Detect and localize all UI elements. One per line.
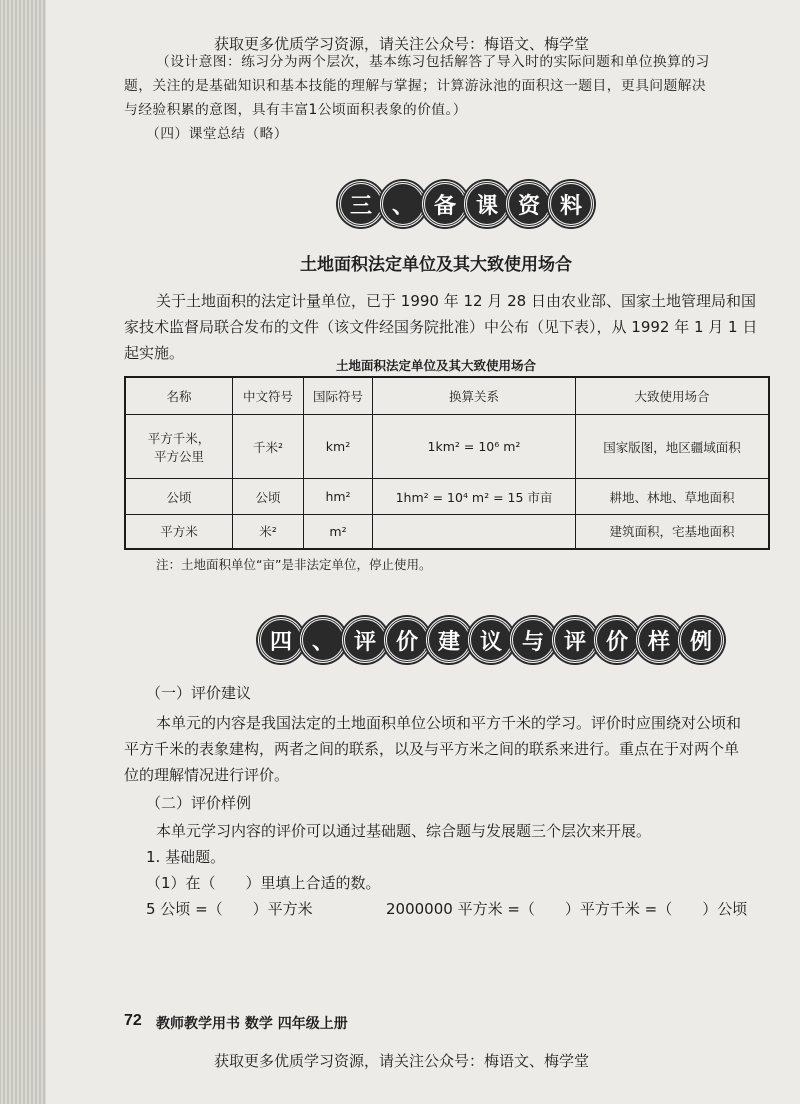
- table-header-row: [125, 377, 769, 415]
- cell-intl-symbol: km²: [304, 415, 373, 479]
- eval-para-line-3: 位的理解情况进行评价。: [124, 766, 290, 784]
- design-intent-line-3: 与经验积累的意图，具有丰富1公顷面积表象的价值。）: [124, 102, 468, 118]
- header-name: 名称: [125, 377, 233, 415]
- header-intl-symbol: 国际符号: [304, 377, 373, 415]
- article-line-2: 家技术监督局联合发布的文件（该文件经国务院批准）中公布（见下表），从 1992 年 1 月 1 日: [124, 318, 758, 336]
- header-cn-symbol: 中文符号: [233, 377, 304, 415]
- section4-char: 、: [300, 617, 346, 663]
- section4-char: 四: [258, 617, 304, 663]
- eval-para-line-1: 本单元的内容是我国法定的土地面积单位公顷和平方千米的学习。评价时应围绕对公顷和: [156, 714, 742, 732]
- section3-char: 资: [506, 181, 552, 227]
- cell-intl-symbol: hm²: [304, 479, 373, 515]
- watermark-top: 获取更多优质学习资源，请关注公众号：梅语文、梅学堂: [214, 35, 590, 53]
- section4-char: 样: [636, 617, 682, 663]
- cell-name-line: 平方公里: [153, 448, 204, 464]
- section-banner-4: [258, 618, 720, 662]
- cell-usage: 建筑面积，宅基地面积: [576, 515, 770, 549]
- watermark-bottom: 获取更多优质学习资源，请关注公众号：梅语文、梅学堂: [214, 1052, 590, 1070]
- section3-char: 料: [548, 181, 594, 227]
- cell-name: [125, 415, 233, 479]
- table-row: [125, 515, 769, 549]
- book-page-edge: [0, 0, 48, 1104]
- cell-conversion: 1hm² = 10⁴ m² = 15 市亩: [373, 479, 576, 515]
- section4-char: 评: [342, 617, 388, 663]
- cell-intl-symbol: m²: [304, 515, 373, 549]
- land-unit-table: [124, 376, 770, 550]
- eval-heading-2: （二）评价样例: [146, 794, 252, 812]
- section4-char: 价: [384, 617, 430, 663]
- article-title: 土地面积法定单位及其大致使用场合: [300, 255, 572, 275]
- header-conversion: 换算关系: [373, 377, 576, 415]
- table-caption: 土地面积法定单位及其大致使用场合: [336, 358, 537, 373]
- section4-char: 价: [594, 617, 640, 663]
- exercise-hectare: 5 公顷 =（ ）平方米: [146, 900, 313, 918]
- cell-conversion: 1km² = 10⁶ m²: [373, 415, 576, 479]
- section4-char: 建: [426, 617, 472, 663]
- section4-char: 例: [678, 617, 724, 663]
- section4-char: 议: [468, 617, 514, 663]
- section4-char: 与: [510, 617, 556, 663]
- design-intent-line-2: 题，关注的是基础知识和基本技能的理解与掌握；计算游泳池的面积这一题目，更具问题解决: [124, 78, 707, 94]
- cell-name-line: 平方千米，: [147, 430, 211, 446]
- table-note: 注：土地面积单位“亩”是非法定单位，停止使用。: [156, 557, 432, 572]
- eval-para-2: 本单元学习内容的评价可以通过基础题、综合题与发展题三个层次来开展。: [156, 822, 652, 840]
- eval-para-line-2: 平方千米的表象建构，两者之间的联系，以及与平方米之间的联系来进行。重点在于对两个单: [124, 740, 740, 758]
- basic-question-label: 1. 基础题。: [146, 848, 226, 866]
- cell-cn-symbol: 公顷: [233, 479, 304, 515]
- cell-cn-symbol: 千米²: [233, 415, 304, 479]
- section3-char: 、: [380, 181, 426, 227]
- eval-heading-1: （一）评价建议: [146, 684, 252, 702]
- article-line-1: 关于土地面积的法定计量单位，已于 1990 年 12 月 28 日由农业部、国家土地管理局和国: [156, 292, 756, 310]
- cell-conversion: [373, 515, 576, 549]
- section3-char: 备: [422, 181, 468, 227]
- exercise-square-meter: 2000000 平方米 =（ ）平方千米 =（ ）公顷: [386, 900, 748, 918]
- article-line-3: 起实施。: [124, 344, 185, 362]
- table-row: [125, 479, 769, 515]
- book-page: [46, 0, 800, 1104]
- cell-usage: 国家版图，地区疆域面积: [576, 415, 770, 479]
- header-usage: 大致使用场合: [576, 377, 770, 415]
- class-summary: （四）课堂总结（略）: [146, 126, 288, 142]
- section3-char: 三: [338, 181, 384, 227]
- book-title: 教师教学用书 数学 四年级上册: [156, 1016, 348, 1032]
- table-row: [125, 415, 769, 479]
- section4-char: 评: [552, 617, 598, 663]
- page-number: 72: [124, 1012, 142, 1029]
- cell-usage: 耕地、林地、草地面积: [576, 479, 770, 515]
- cell-name: 平方米: [125, 515, 233, 549]
- cell-cn-symbol: 米²: [233, 515, 304, 549]
- section-banner-3: [338, 182, 590, 226]
- section3-char: 课: [464, 181, 510, 227]
- cell-name: 公顷: [125, 479, 233, 515]
- design-intent-line-1: （设计意图：练习分为两个层次，基本练习包括解答了导入时的实际问题和单位换算的习: [156, 54, 710, 70]
- fill-in-instruction: （1）在（ ）里填上合适的数。: [146, 874, 381, 892]
